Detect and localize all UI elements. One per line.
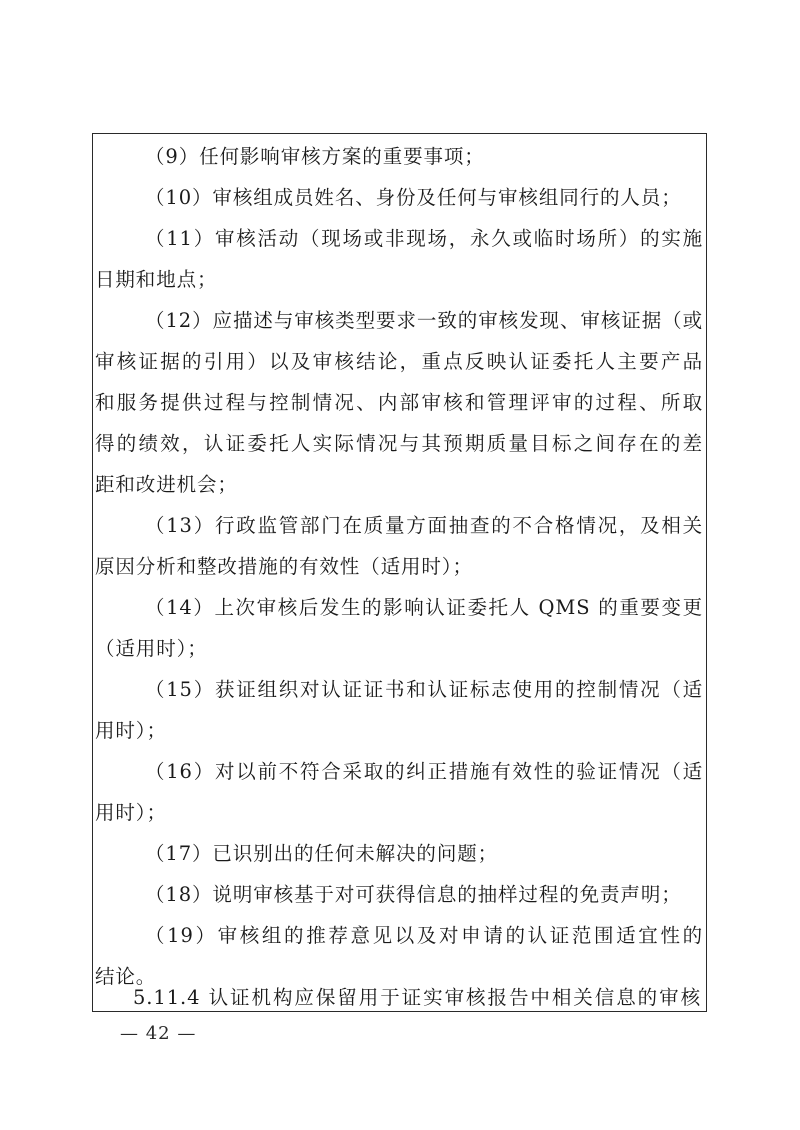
item-12-line-2: 审核证据的引用）以及审核结论，重点反映认证委托人主要产品 bbox=[95, 350, 703, 373]
item-9-line-1: （9）任何影响审核方案的重要事项； bbox=[145, 145, 485, 168]
item-13-line-2: 原因分析和整改措施的有效性（适用时）； bbox=[95, 555, 473, 578]
item-17-line-1: （17）已识别出的任何未解决的问题； bbox=[145, 842, 499, 865]
page-number: — 42 — bbox=[120, 1023, 197, 1044]
item-13-line-1: （13）行政监管部门在质量方面抽查的不合格情况，及相关 bbox=[145, 514, 703, 537]
item-16-line-2: 用时）； bbox=[95, 801, 167, 824]
item-19-line-1: （19）审核组的推荐意见以及对申请的认证范围适宜性的 bbox=[145, 924, 703, 947]
document-frame bbox=[92, 133, 707, 1012]
item-11-line-1: （11）审核活动（现场或非现场，永久或临时场所）的实施 bbox=[145, 227, 703, 250]
item-16-line-1: （16）对以前不符合采取的纠正措施有效性的验证情况（适 bbox=[145, 760, 703, 783]
section-5-11-4-line: 5.11.4 认证机构应保留用于证实审核报告中相关信息的审核 bbox=[133, 986, 701, 1009]
item-12-line-4: 得的绩效，认证委托人实际情况与其预期质量目标之间存在的差 bbox=[95, 432, 703, 455]
item-12-line-1: （12）应描述与审核类型要求一致的审核发现、审核证据（或 bbox=[145, 309, 703, 332]
item-14-line-2: （适用时）； bbox=[95, 637, 208, 660]
item-14-line-1: （14）上次审核后发生的影响认证委托人 QMS 的重要变更 bbox=[145, 596, 703, 619]
item-12-line-5: 距和改进机会； bbox=[95, 473, 238, 496]
item-12-line-3: 和服务提供过程与控制情况、内部审核和管理评审的过程、所取 bbox=[95, 391, 703, 414]
item-15-line-2: 用时）； bbox=[95, 719, 167, 742]
item-11-line-2: 日期和地点； bbox=[95, 268, 218, 291]
item-10-line-1: （10）审核组成员姓名、身份及任何与审核组同行的人员； bbox=[145, 186, 682, 209]
item-15-line-1: （15）获证组织对认证证书和认证标志使用的控制情况（适 bbox=[145, 678, 703, 701]
item-19-line-2: 结论。 bbox=[95, 965, 157, 988]
item-18-line-1: （18）说明审核基于对可获得信息的抽样过程的免责声明； bbox=[145, 883, 682, 906]
